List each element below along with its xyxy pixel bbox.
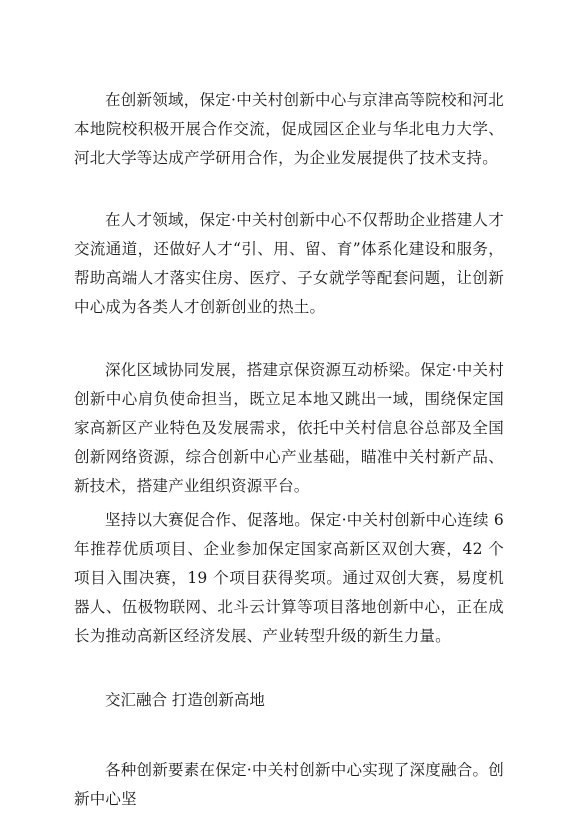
- paragraph-innovation: 在创新领域，保定·中关村创新中心与京津高等院校和河北本地院校积极开展合作交流，促成园区企业与华北电力大学、河北大学等达成产学研用合作，为企业发展提供了技术支持。: [74, 91, 504, 167]
- paragraph-talent: 在人才领域，保定·中关村创新中心不仅帮助企业搭建人才交流通道，还做好人才“引、用、留、育”体系化建设和服务，帮助高端人才落实住房、医疗、子女就学等配套问题，让创新中心成为各类人才创新创业的热土。: [74, 211, 504, 316]
- section-heading: 交汇融合 打造创新高地: [105, 691, 265, 709]
- paragraph-regional-cooperation: 深化区域协同发展，搭建京保资源互动桥梁。保定·中关村创新中心肩负使命担当，既立足本地又跳出一域，围绕保定国家高新区产业特色及发展需求，依托中关村信息谷总部及全国创新网络资源，综合创新中心产业基础，瞄准中关村新产品、新技术，搭建产业组织资源平台。: [74, 361, 504, 495]
- paragraph-integration: 各种创新要素在保定·中关村创新中心实现了深度融合。创新中心坚: [74, 761, 504, 808]
- paragraph-competition: 坚持以大赛促合作、促落地。保定·中关村创新中心连续 6 年推荐优质项目、企业参加保定国家高新区双创大赛，42 个项目入围决赛，19 个项目获得奖项。通过双创大赛，易度机器人、伍极物联网、北斗云计算等项目落地创新中心，正在成长为推动高新区经济发展、产业转型升级的新生力量。: [74, 511, 504, 645]
